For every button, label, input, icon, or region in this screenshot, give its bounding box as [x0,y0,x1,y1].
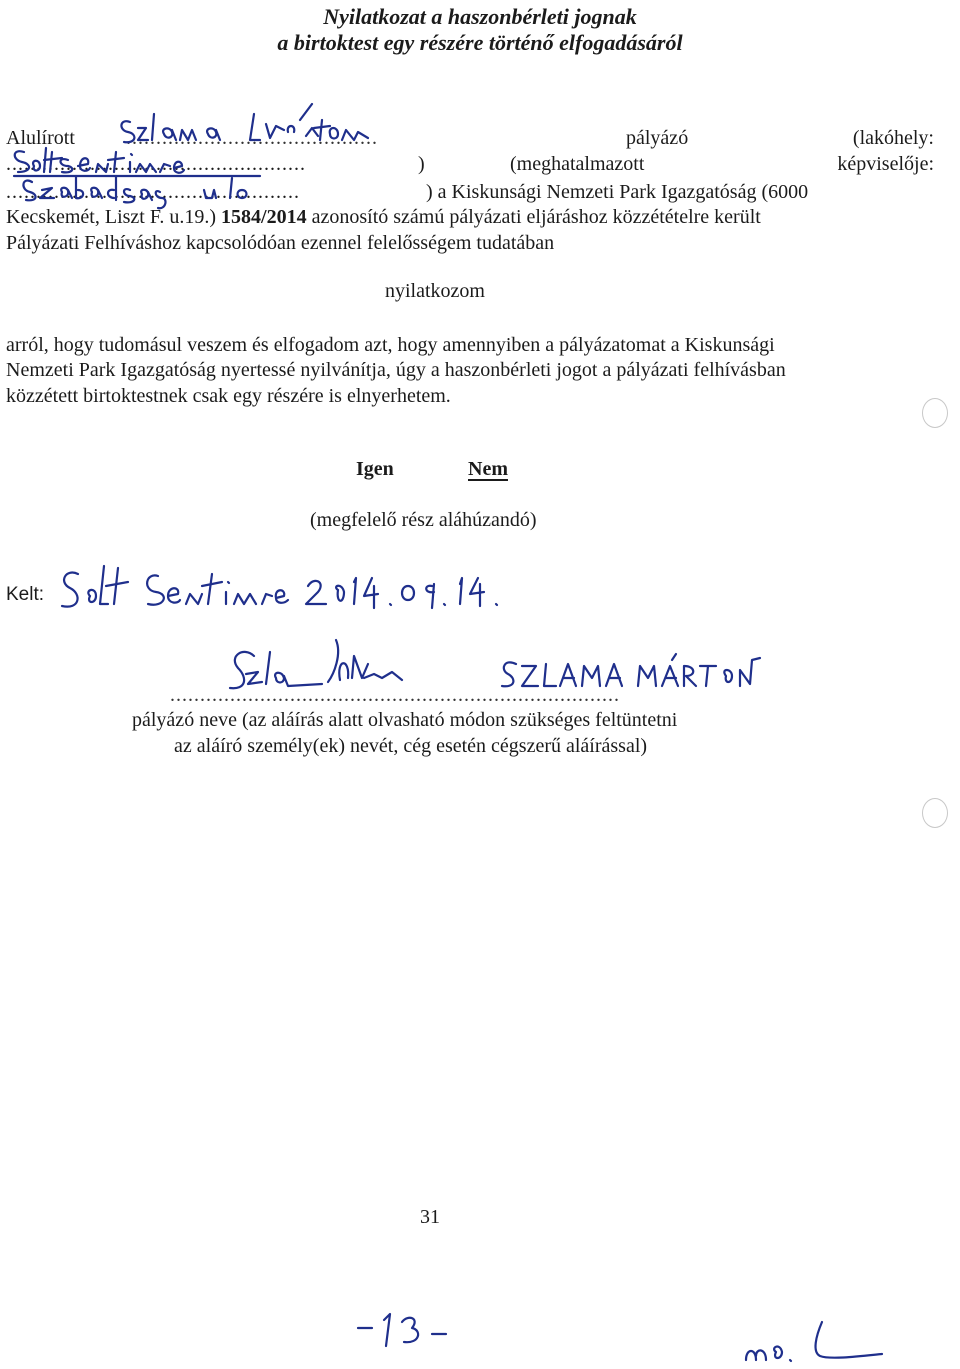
signature-dots: ........................................................................... [170,684,620,706]
choice-note: (megfelelő rész aláhúzandó) [310,509,537,531]
kecskemet-text: Kecskemét, Liszt F. u. [6,206,185,228]
document-title-line-1: Nyilatkozat a haszonbérleti jognak [323,4,637,29]
nem-option: Nem [468,458,508,480]
handwritten-printed-name [494,650,794,696]
line4-rest: azonosító számú pályázati eljáráshoz közzétételre került [311,206,761,228]
representative-dots: ................................................. [6,181,300,203]
signature-caption-line-1: pályázó neve (az aláírás alatt olvasható módon szükséges feltüntetni [132,709,678,731]
punch-hole-bottom [922,798,948,828]
nyilatkozom-heading: nyilatkozom [385,280,485,302]
address-paren-close: ) [418,153,425,175]
alulirott-label: Alulírott [6,127,75,149]
meghatalmazott-label: (meghatalmazott [510,153,645,175]
name-dots: .......................................... [126,127,378,149]
address-dots: .................................................. [6,153,306,175]
handwritten-date-place [56,560,516,620]
page-number: 31 [420,1206,440,1228]
palyazati-line: Pályázati Felhíváshoz kapcsolódóan ezennel felelősségem tudatában [6,232,555,254]
document-title-line-2: a birtoktest egy részére történő elfogadásáról [277,30,683,55]
kiskunsagi-text: ) a Kiskunsági Nemzeti Park Igazgatóság (6000 [426,181,809,203]
handwritten-signature [224,634,484,696]
tender-id: 1584/2014 [221,206,307,228]
handwritten-street [18,168,258,212]
p2-line-2: Nemzeti Park Igazgatóság nyertessé nyilvánítja, úgy a haszonbérleti jogot a pályázati felhívásban [6,359,786,381]
igen-option: Igen [356,458,394,480]
p2-line-1: arról, hogy tudomásul veszem és elfogadom azt, hogy amennyiben a pályázatomat a Kiskunsági [6,334,775,356]
lakohely-label: (lakóhely: [852,127,934,149]
kepviseloje-label: képviselője: [837,153,934,175]
palyazo-label: pályázó [626,127,689,149]
street-number: 19.) [184,206,217,228]
kelt-label: Kelt: [6,584,45,605]
p2-line-3: közzétett birtoktestnek csak egy részére is elnyerhetem. [6,385,451,407]
signature-caption-line-2: az aláíró személy(ek) nevét, cég esetén cégszerű aláírással) [174,735,648,757]
handwritten-page-mark [350,1304,460,1354]
handwritten-initials [742,1316,902,1364]
punch-hole-top [922,398,948,428]
